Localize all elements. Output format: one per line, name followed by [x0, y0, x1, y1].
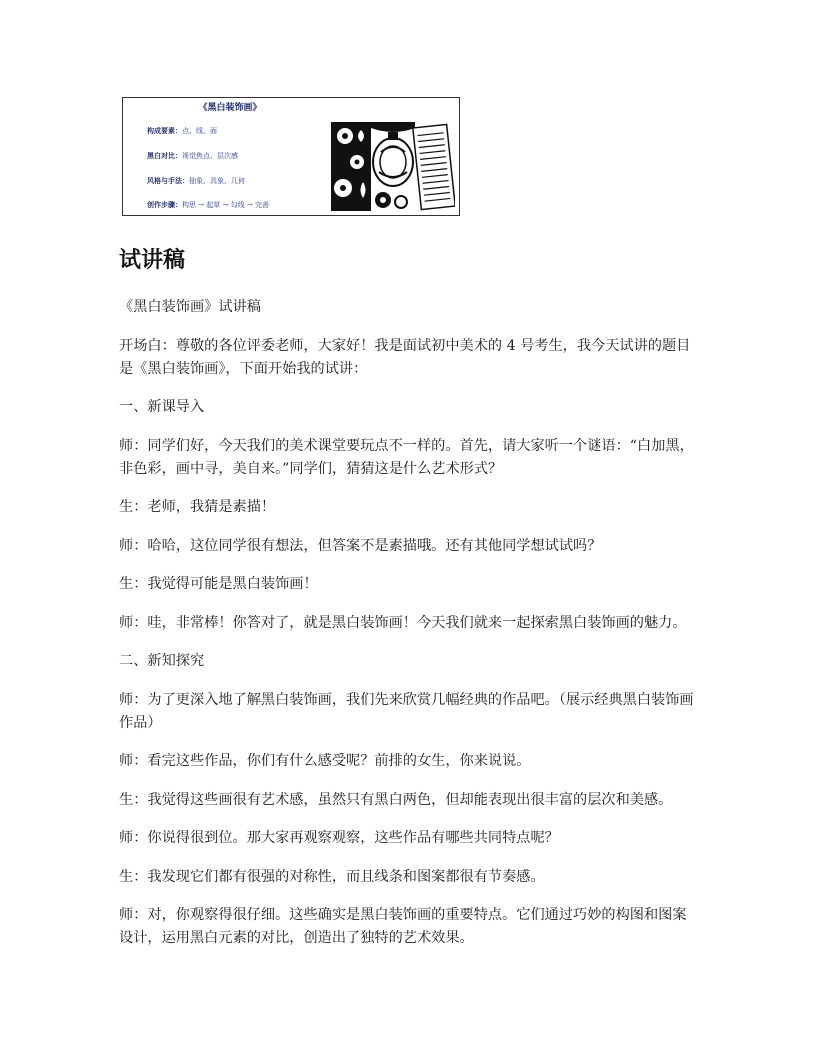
card-row-value: 构思 → 起草 → 勾线 → 完善 [182, 201, 269, 209]
paragraph: 师：哈哈，这位同学很有想法，但答案不是素描哦。还有其他同学想试试吗？ [119, 537, 602, 554]
black-white-decorative-art-illustration [331, 122, 455, 211]
card-row-style [147, 176, 245, 186]
card-row-value: 点、线、面 [182, 127, 217, 135]
paragraph: 师：看完这些作品，你们有什么感受呢？前排的女生，你来说说。 [119, 753, 531, 769]
card-row-contrast [147, 151, 238, 161]
paragraph: 生：我发现它们都有很强的对称性，而且线条和图案都很有节奏感。 [119, 868, 545, 885]
paragraph: 师：哇，非常棒！你答对了，就是黑白装饰画！今天我们就来一起探索黑白装饰画的魅力。 [119, 614, 687, 631]
summary-card [122, 97, 460, 216]
card-row-value: 视觉焦点、层次感 [182, 152, 238, 160]
card-title: 《黑白装饰画》 [198, 103, 262, 113]
card-row-label: 创作步骤： [147, 200, 182, 209]
paragraph: 开场白：尊敬的各位评委老师，大家好！我是面试初中美术的 4 号考生，我今天试讲的题目是《黑白装饰画》，下面开始我的试讲： [119, 337, 691, 377]
card-row-value: 抽象、具象、几何 [189, 177, 245, 185]
paragraph: 师：你说得很到位。那大家再观察观察，这些作品有哪些共同特点呢？ [119, 830, 559, 846]
paragraph: 生：我觉得可能是黑白装饰画！ [119, 576, 318, 592]
card-row-label: 黑白对比： [147, 151, 182, 160]
paragraph: 师：同学们好，今天我们的美术课堂要玩点不一样的。首先，请大家听一个谜语：“白加黑，非色彩，画中寻，美自来。”同学们，猜猜这是什么艺术形式？ [119, 437, 694, 477]
card-row-label: 风格与手法： [147, 176, 189, 185]
section-heading: 二、新知探究 [119, 653, 205, 669]
paragraph: 生：我觉得这些画很有艺术感，虽然只有黑白两色，但却能表现出很丰富的层次和美感。 [119, 791, 673, 808]
document-body [119, 296, 699, 966]
paragraph: 师：为了更深入地了解黑白装饰画，我们先来欣赏几幅经典的作品吧。（展示经典黑白装饰画作品） [119, 691, 694, 731]
card-row-elements [147, 126, 217, 136]
paragraph: 《黑白装饰画》试讲稿 [119, 299, 261, 315]
card-row-steps [147, 200, 269, 210]
paragraph: 师：对，你观察得很仔细。这些确实是黑白装饰画的重要特点。它们通过巧妙的构图和图案设计，运用黑白元素的对比，创造出了独特的艺术效果。 [119, 907, 687, 946]
section-heading: 一、新课导入 [119, 399, 205, 415]
card-row-label: 构成要素： [147, 126, 182, 135]
paragraph: 生：老师，我猜是素描！ [119, 499, 276, 515]
page-heading: 试讲稿 [119, 248, 186, 273]
